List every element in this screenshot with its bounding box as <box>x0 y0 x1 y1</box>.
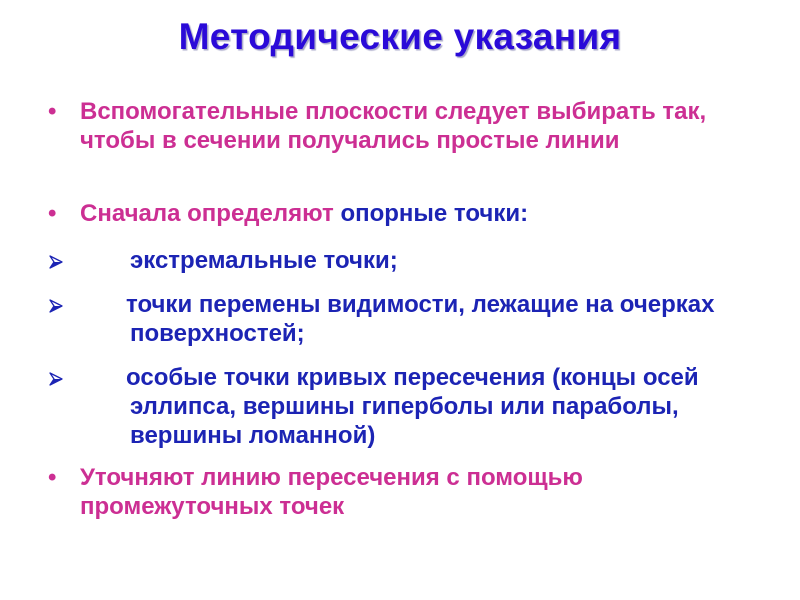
arrow-bullet-icon <box>48 298 64 314</box>
bullet-text-3: Уточняют линию пересечения с помощью промежуточных точек <box>80 464 583 520</box>
bullet-item-3 <box>48 463 760 521</box>
sub-item-1 <box>48 246 770 275</box>
bullet-item-1 <box>48 97 780 155</box>
bullet-text-2 <box>80 199 780 228</box>
arrow-bullet-icon <box>48 254 64 270</box>
slide-title: Методические указания <box>178 16 622 57</box>
sub-text-1: экстремальные точки; <box>130 247 398 274</box>
bullet-dot-icon: • <box>48 98 57 125</box>
sub-text-2: точки перемены видимости, лежащие на очерках поверхностей; <box>126 291 715 347</box>
bullet-item-2 <box>48 199 780 228</box>
bullet-dot-icon: • <box>48 200 57 227</box>
bullet-text-2-magenta: Сначала определяют <box>80 200 341 227</box>
bullet-dot-icon: • <box>48 464 57 491</box>
sub-text-3: особые точки кривых пересечения (концы осей эллипса, вершины гиперболы или параболы, вершины ломанной) <box>126 364 699 449</box>
arrow-bullet-icon <box>48 371 64 387</box>
bullet-text-1: Вспомогательные плоскости следует выбирать так, чтобы в сечении получались простые линии <box>80 98 707 154</box>
bullet-text-2-blue: опорные точки: <box>340 200 529 227</box>
sub-item-3 <box>48 363 770 450</box>
sub-item-2 <box>48 290 780 348</box>
